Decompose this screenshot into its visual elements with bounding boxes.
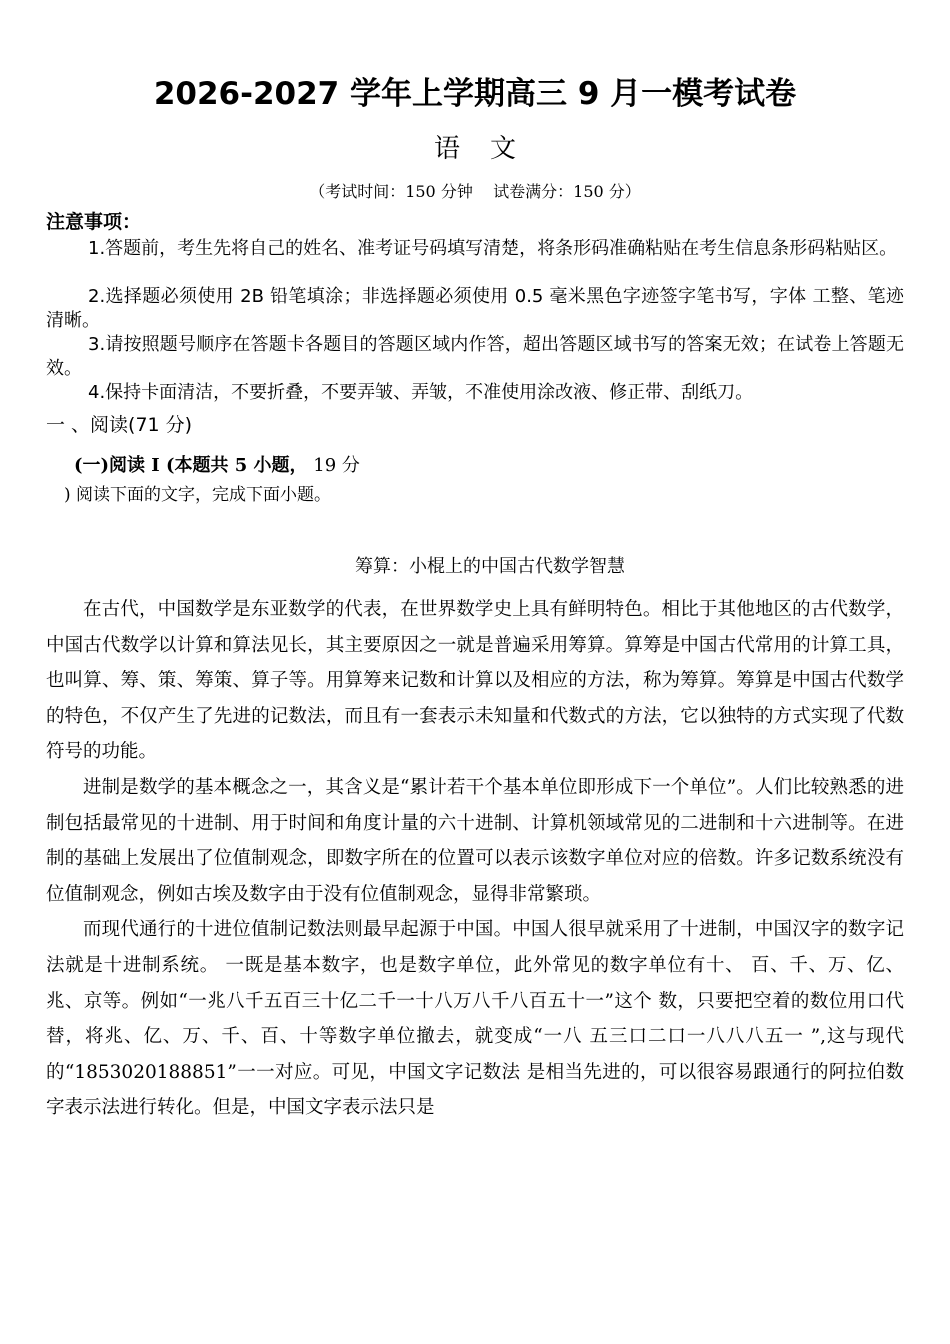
article-paragraph: 在古代，中国数学是东亚数学的代表，在世界数学史上具有鲜明特色。相比于其他地区的古代数学，中国古代数学以计算和算法见长，其主要原因之一就是普遍采用筹算。算筹是中国古代常用的计算工具，也叫算、筹、策、筹策、算子等。用算筹来记数和计算以及相应的方法，称为筹算。筹算是中国古代数学的特色，不仅产生了先进的记数法，而且有一套表示未知量和代数式的方法，它以独特的方式实现了代数符号的功能。 xyxy=(46,599,904,763)
notice-item: 1.答题前，考生先将自己的姓名、准考证号码填写清楚，将条形码准确粘贴在考生信息条形码粘贴区。 xyxy=(88,238,898,259)
exam-title: 2026-2027 学年上学期高三 9 月一模考试卷 xyxy=(153,76,797,112)
article-body xyxy=(46,592,904,1126)
article-paragraph: 而现代通行的十进位值制记数法则最早起源于中国。中国人很早就采用了十进制，中国汉字的数字记法就是十进制系统。 一既是基本数字，也是数字单位，此外常见的数字单位有十、 百、千、万、亿、兆、京等。例如“一兆八千五百三十亿二千一十八万八千八百五十一”这个 数，只要把空着的数位用口代替，将兆、亿、万、千、百、十等数字单位撤去，就变成“一八 五三口二口一八八八五一 ”,这与现代的“1853020188851”一一对应。可见，中国文字记数法 是相当先进的，可以很容易跟通行的阿拉伯数字表示法进行转化。但是，中国文字表示法只是 xyxy=(46,919,904,1119)
section-heading: 一 、阅读(71 分) xyxy=(46,414,193,436)
notice-heading: 注意事项： xyxy=(46,211,142,233)
part-heading-score: 19 分 xyxy=(307,455,360,476)
notice-item: 4.保持卡面清洁，不要折叠，不要弄皱、弄皱，不准使用涂改液、修正带、刮纸刀。 xyxy=(88,382,754,403)
article-paragraph: 进制是数学的基本概念之一，其含义是“累计若干个基本单位即形成下一个单位”。人们比较熟悉的进制包括最常见的十进制、用于时间和角度计量的六十进制、计算机领域常见的二进制和十六进制等。在进制的基础上发展出了位值制观念，即数字所在的位置可以表示该数字单位对应的倍数。许多记数系统没有位值制观念，例如古埃及数字由于没有位值制观念，显得非常繁琐。 xyxy=(46,776,904,905)
part-instruction: ) 阅读下面的文字，完成下面小题。 xyxy=(64,485,332,505)
part-heading-label: (一)阅读 I (本题共 5 小题， xyxy=(74,455,308,476)
part-heading xyxy=(74,451,360,477)
article-title: 筹算：小棍上的中国古代数学智慧 xyxy=(355,556,625,577)
subject-title: 语文 xyxy=(433,134,546,164)
notice-item: 2.选择题必须使用 2B 铅笔填涂；非选择题必须使用 0.5 毫米黑色字迹签字笔书写，字体 工整、笔迹清晰。 xyxy=(46,286,904,331)
exam-info: （考试时间：150 分钟 试卷满分：150 分） xyxy=(309,182,641,201)
notice-item: 3.请按照题号顺序在答题卡各题目的答题区域内作答，超出答题区域书写的答案无效；在试卷上答题无效。 xyxy=(46,334,904,379)
